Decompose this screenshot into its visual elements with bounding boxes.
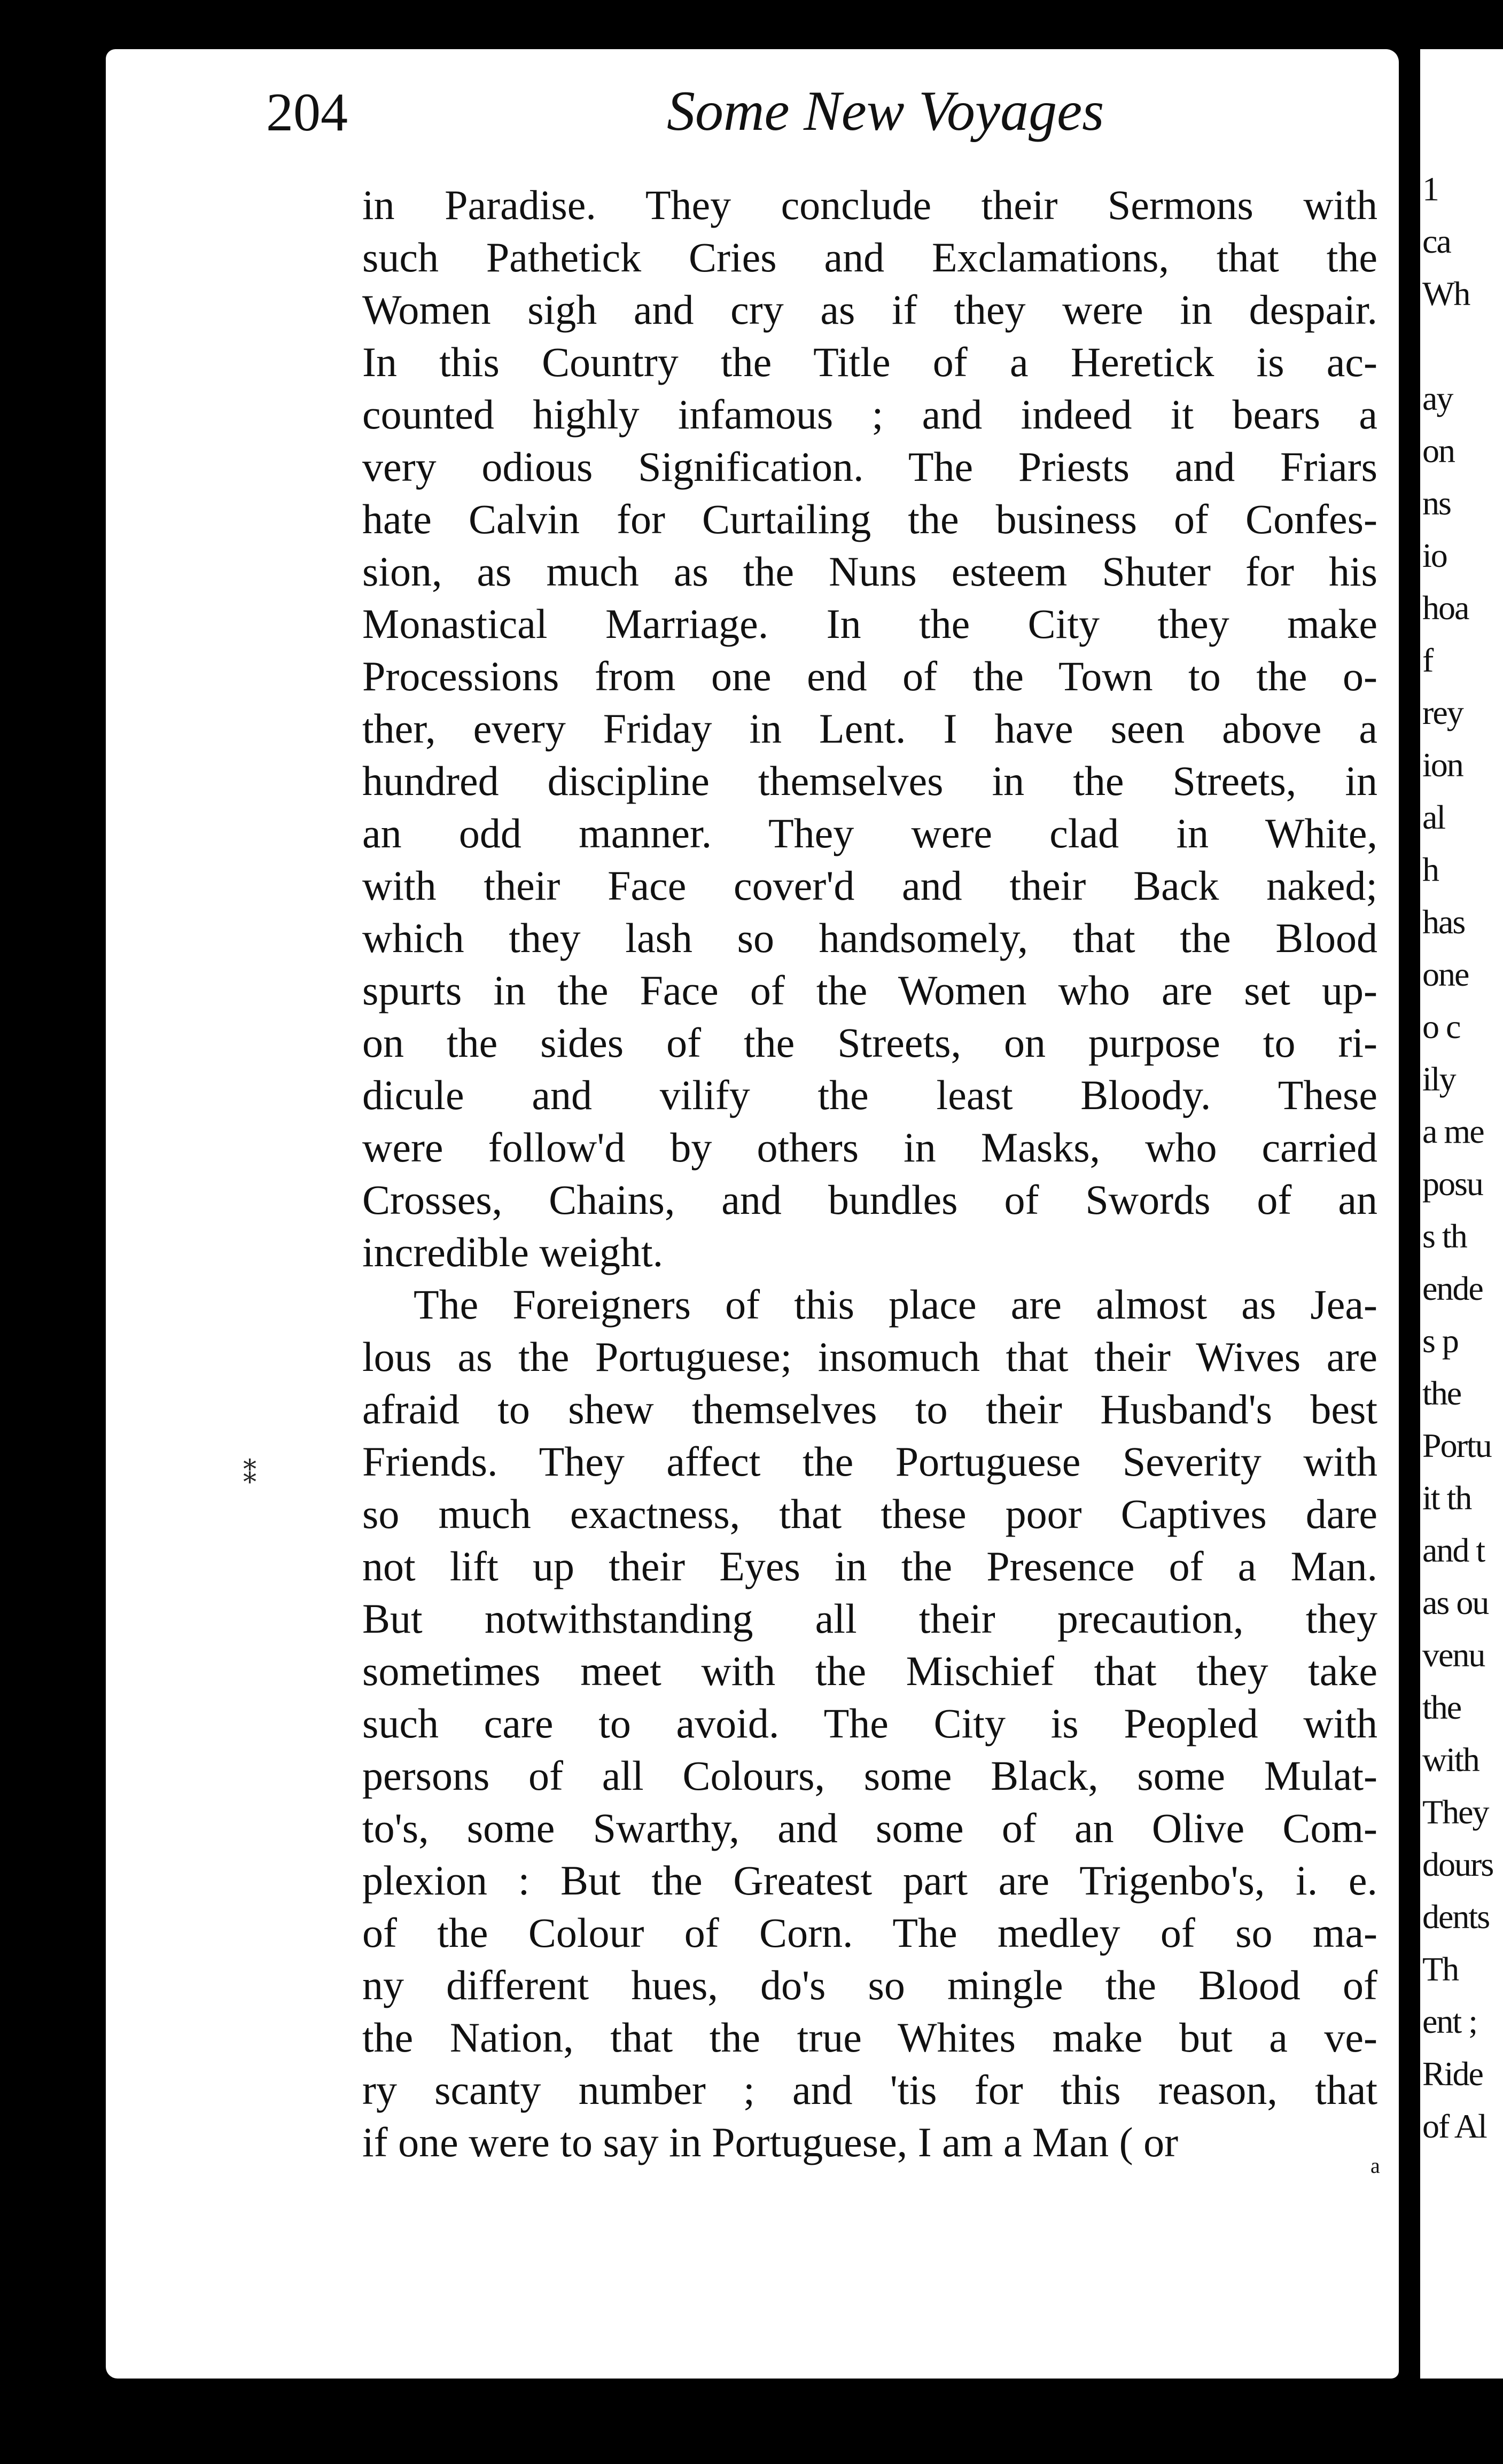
text-line: lous as the Portuguese; insomuch that their Wives are [362, 1334, 1377, 1380]
facing-page-fragment: ily [1422, 1060, 1455, 1098]
facing-page-fragment: of Al [1422, 2107, 1486, 2145]
text-line: in Paradise. They conclude their Sermons with [362, 182, 1377, 228]
body-text [362, 179, 1377, 2169]
text-line: of the Colour of Corn. The medley of so ma- [362, 1909, 1377, 1956]
facing-page-fragment: ende [1422, 1269, 1483, 1307]
facing-page-fragment: and t [1422, 1531, 1485, 1569]
text-line: Crosses, Chains, and bundles of Swords of an [362, 1176, 1377, 1223]
catchword: a [1370, 2154, 1380, 2178]
text-line: Friends. They affect the Portuguese Severity with [362, 1438, 1377, 1485]
facing-page-fragment: ns [1422, 484, 1451, 522]
running-head: Some New Voyages [667, 80, 1104, 142]
text-line: very odious Signification. The Priests and Friars [362, 443, 1377, 490]
facing-page-fragment: Wh [1422, 275, 1470, 313]
facing-page-fragment: s th [1422, 1217, 1467, 1255]
text-line: to's, some Swarthy, and some of an Olive Com- [362, 1805, 1377, 1851]
text-line: incredible weight. [362, 1229, 664, 1275]
facing-page-fragment: the [1422, 1374, 1461, 1412]
facing-page-edge [1420, 49, 1503, 2379]
text-line: persons of all Colours, some Black, some Mulat- [362, 1752, 1377, 1799]
text-line: Processions from one end of the Town to the o- [362, 653, 1377, 699]
facing-page-fragment: They [1422, 1793, 1489, 1831]
facing-page-fragment: s p [1422, 1322, 1458, 1360]
facing-page-fragment: f [1422, 641, 1433, 679]
facing-page-fragment: Ride [1422, 2055, 1483, 2093]
facing-page-fragment: as ou [1422, 1584, 1489, 1621]
margin-mark: ⁑ [243, 1459, 256, 1490]
page-number: 204 [266, 82, 348, 143]
text-line: not lift up their Eyes in the Presence of a Man. [362, 1543, 1377, 1589]
text-line: sometimes meet with the Mischief that they take [362, 1648, 1377, 1694]
facing-page-fragment: dours [1422, 1845, 1493, 1883]
facing-page-fragment: posu [1422, 1165, 1483, 1203]
text-line: on the sides of the Streets, on purpose to ri- [362, 1019, 1377, 1066]
facing-page-fragment: dents [1422, 1898, 1490, 1936]
facing-page-fragment: al [1422, 798, 1445, 836]
facing-page-fragment: ion [1422, 746, 1463, 784]
text-line: ry scanty number ; and 'tis for this reason, that [362, 2067, 1377, 2113]
facing-page-fragment: o c [1422, 1008, 1460, 1046]
text-line: such care to avoid. The City is Peopled with [362, 1700, 1377, 1746]
facing-page-fragment: Th [1422, 1950, 1459, 1988]
text-line: Women sigh and cry as if they were in despair. [362, 286, 1377, 333]
facing-page-fragment: on [1422, 432, 1454, 470]
text-line: spurts in the Face of the Women who are set up- [362, 967, 1377, 1013]
facing-page-fragment: the [1422, 1688, 1461, 1726]
facing-page-fragment: ca [1422, 222, 1451, 260]
facing-page-fragment: ay [1422, 379, 1453, 417]
facing-page-fragment: a me [1422, 1112, 1484, 1150]
facing-page-fragment: io [1422, 536, 1447, 574]
facing-page-fragment: hoa [1422, 589, 1469, 627]
text-line: ny different hues, do's so mingle the Blood of [362, 1962, 1377, 2008]
text-line: afraid to shew themselves to their Husband's best [362, 1386, 1377, 1432]
text-line: sion, as much as the Nuns esteem Shuter for his [362, 548, 1377, 595]
text-line: ther, every Friday in Lent. I have seen above a [362, 705, 1377, 752]
text-line: the Nation, that the true Whites make but a ve- [362, 2014, 1377, 2061]
text-line: if one were to say in Portuguese, I am a Man ( or [362, 2119, 1179, 2165]
text-line: In this Country the Title of a Heretick is ac- [362, 339, 1377, 385]
text-line: such Pathetick Cries and Exclamations, that the [362, 234, 1377, 280]
facing-page-fragment: venu [1422, 1636, 1485, 1674]
text-line: with their Face cover'd and their Back naked; [362, 862, 1377, 909]
text-line: dicule and vilify the least Bloody. These [362, 1072, 1377, 1118]
text-line: which they lash so handsomely, that the Blood [362, 915, 1377, 961]
text-line: But notwithstanding all their precaution, they [362, 1595, 1377, 1642]
book-gutter [1399, 51, 1420, 2375]
facing-page-fragment: one [1422, 955, 1469, 993]
text-line: Monastical Marriage. In the City they make [362, 601, 1377, 647]
facing-page-fragment: h [1422, 851, 1438, 888]
facing-page-fragment: with [1422, 1741, 1479, 1779]
text-line: hundred discipline themselves in the Streets, in [362, 758, 1377, 804]
text-line: plexion : But the Greatest part are Trigenbo's, i. e. [362, 1857, 1377, 1904]
text-line: hate Calvin for Curtailing the business of Confes- [362, 496, 1377, 542]
facing-page-fragment: 1 [1422, 170, 1438, 208]
text-line: were follow'd by others in Masks, who carried [362, 1124, 1377, 1171]
text-line: counted highly infamous ; and indeed it bears a [362, 391, 1377, 438]
facing-page-fragment: has [1422, 903, 1465, 941]
facing-page-fragment: Portu [1422, 1426, 1491, 1464]
text-line: so much exactness, that these poor Captives dare [362, 1491, 1377, 1537]
text-line: an odd manner. They were clad in White, [362, 810, 1377, 856]
facing-page-fragment: it th [1422, 1479, 1471, 1517]
facing-page-fragment: rey [1422, 693, 1463, 731]
text-line: The Foreigners of this place are almost as Jea- [414, 1281, 1377, 1328]
page-header [266, 80, 1174, 150]
facing-page-fragment: ent ; [1422, 2002, 1477, 2040]
